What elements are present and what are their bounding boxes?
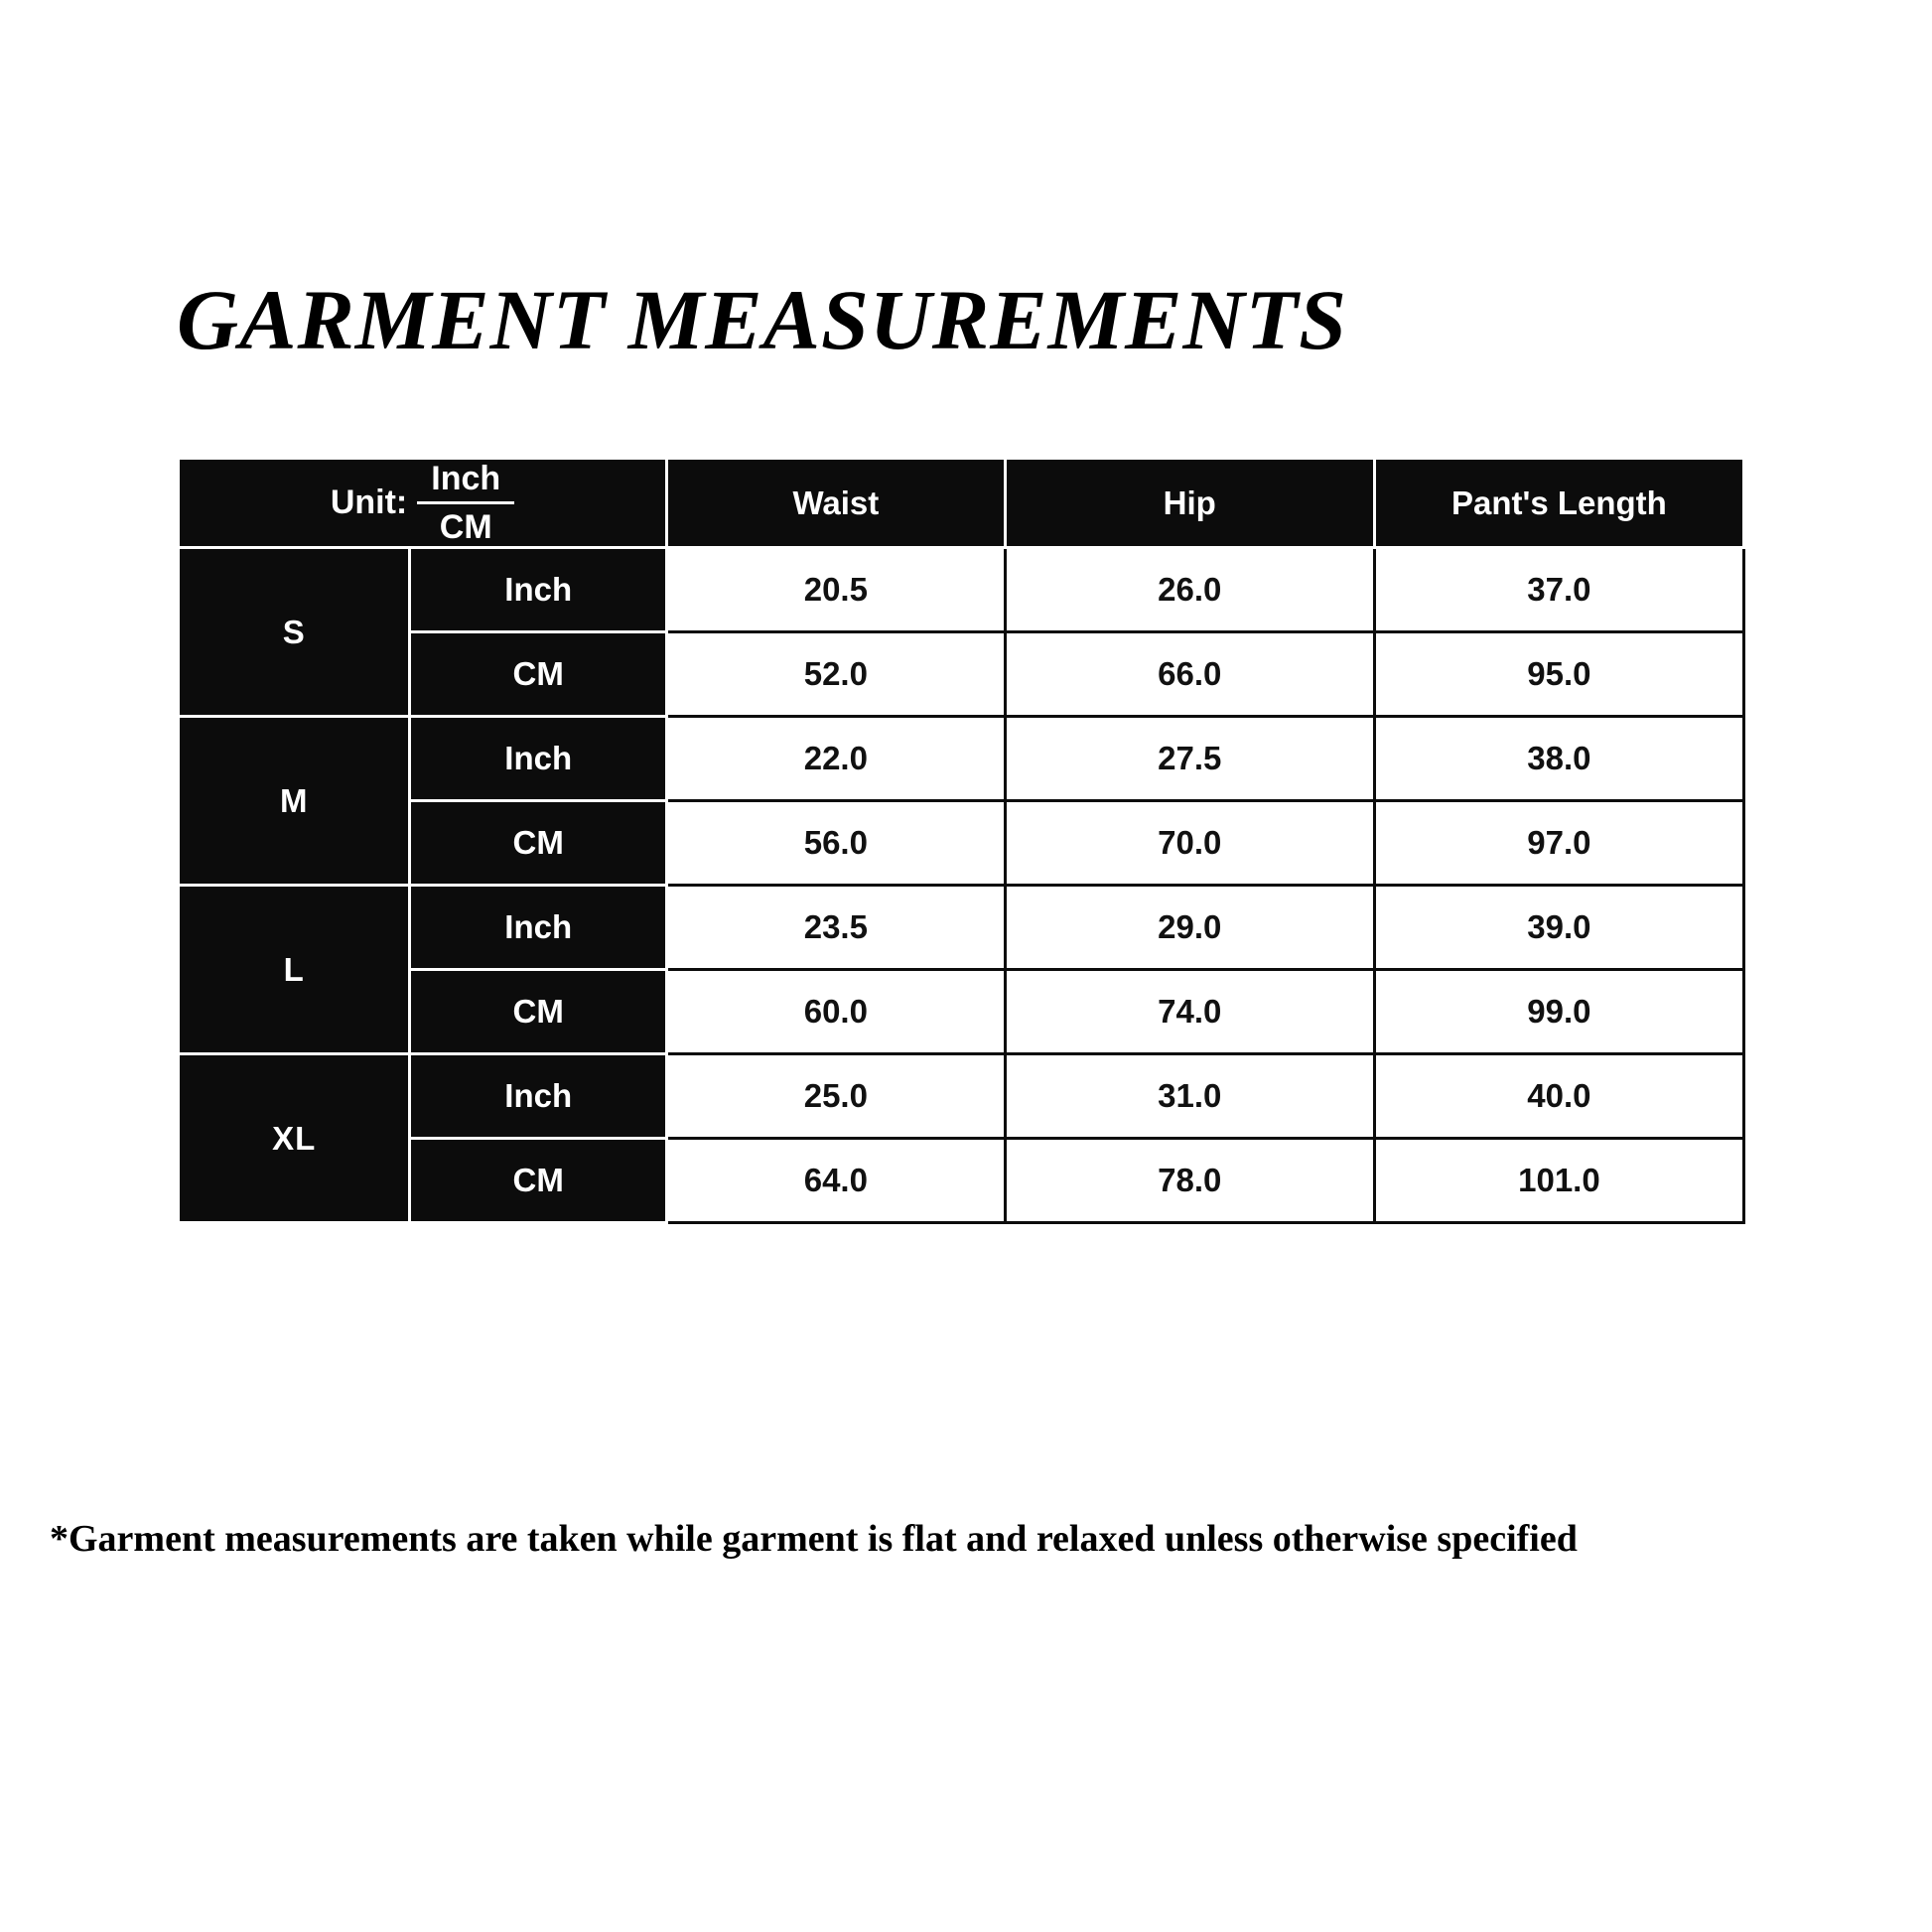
cell-m-inch-waist: 22.0 (667, 717, 1006, 801)
cell-m-cm-hip: 70.0 (1005, 801, 1374, 886)
cell-m-cm-waist: 56.0 (667, 801, 1006, 886)
page-title: GARMENT MEASUREMENTS (177, 272, 1347, 367)
table-header-row (179, 459, 1744, 548)
column-header-hip: Hip (1005, 459, 1374, 548)
table-row (179, 717, 1744, 801)
unit-row-label-inch-xl: Inch (410, 1054, 667, 1139)
unit-denominator: CM (439, 508, 492, 547)
measurements-table-wrapper (177, 457, 1745, 1224)
unit-row-label-inch-s: Inch (410, 548, 667, 632)
cell-l-inch-waist: 23.5 (667, 886, 1006, 970)
unit-label: Unit: (330, 483, 408, 522)
unit-row-label-cm-s: CM (410, 632, 667, 717)
cell-m-inch-length: 38.0 (1374, 717, 1743, 801)
cell-l-cm-waist: 60.0 (667, 970, 1006, 1054)
unit-row-label-inch-l: Inch (410, 886, 667, 970)
cell-m-inch-hip: 27.5 (1005, 717, 1374, 801)
cell-xl-inch-length: 40.0 (1374, 1054, 1743, 1139)
table-row (179, 632, 1744, 717)
unit-row-label-cm-xl: CM (410, 1139, 667, 1223)
unit-numerator: Inch (417, 460, 514, 504)
cell-s-cm-hip: 66.0 (1005, 632, 1374, 717)
size-label-s: S (179, 548, 410, 717)
size-label-l: L (179, 886, 410, 1054)
unit-row-label-cm-m: CM (410, 801, 667, 886)
unit-row-label-inch-m: Inch (410, 717, 667, 801)
unit-header-cell (179, 459, 667, 548)
column-header-waist: Waist (667, 459, 1006, 548)
size-label-xl: XL (179, 1054, 410, 1223)
table-row (179, 548, 1744, 632)
cell-l-cm-hip: 74.0 (1005, 970, 1374, 1054)
size-label-m: M (179, 717, 410, 886)
unit-row-label-cm-l: CM (410, 970, 667, 1054)
cell-xl-cm-hip: 78.0 (1005, 1139, 1374, 1223)
footnote: *Garment measurements are taken while garment is flat and relaxed unless otherwise specified (50, 1518, 1578, 1560)
cell-s-cm-waist: 52.0 (667, 632, 1006, 717)
cell-s-inch-length: 37.0 (1374, 548, 1743, 632)
table-row (179, 1054, 1744, 1139)
cell-xl-inch-waist: 25.0 (667, 1054, 1006, 1139)
cell-s-inch-hip: 26.0 (1005, 548, 1374, 632)
table-row (179, 1139, 1744, 1223)
column-header-pants-length: Pant's Length (1374, 459, 1743, 548)
cell-xl-inch-hip: 31.0 (1005, 1054, 1374, 1139)
cell-s-inch-waist: 20.5 (667, 548, 1006, 632)
table-row (179, 886, 1744, 970)
table-row (179, 801, 1744, 886)
cell-m-cm-length: 97.0 (1374, 801, 1743, 886)
unit-fraction (417, 460, 514, 546)
cell-l-inch-length: 39.0 (1374, 886, 1743, 970)
table-row (179, 970, 1744, 1054)
measurements-table (177, 457, 1745, 1224)
cell-l-inch-hip: 29.0 (1005, 886, 1374, 970)
cell-xl-cm-waist: 64.0 (667, 1139, 1006, 1223)
cell-xl-cm-length: 101.0 (1374, 1139, 1743, 1223)
cell-s-cm-length: 95.0 (1374, 632, 1743, 717)
cell-l-cm-length: 99.0 (1374, 970, 1743, 1054)
